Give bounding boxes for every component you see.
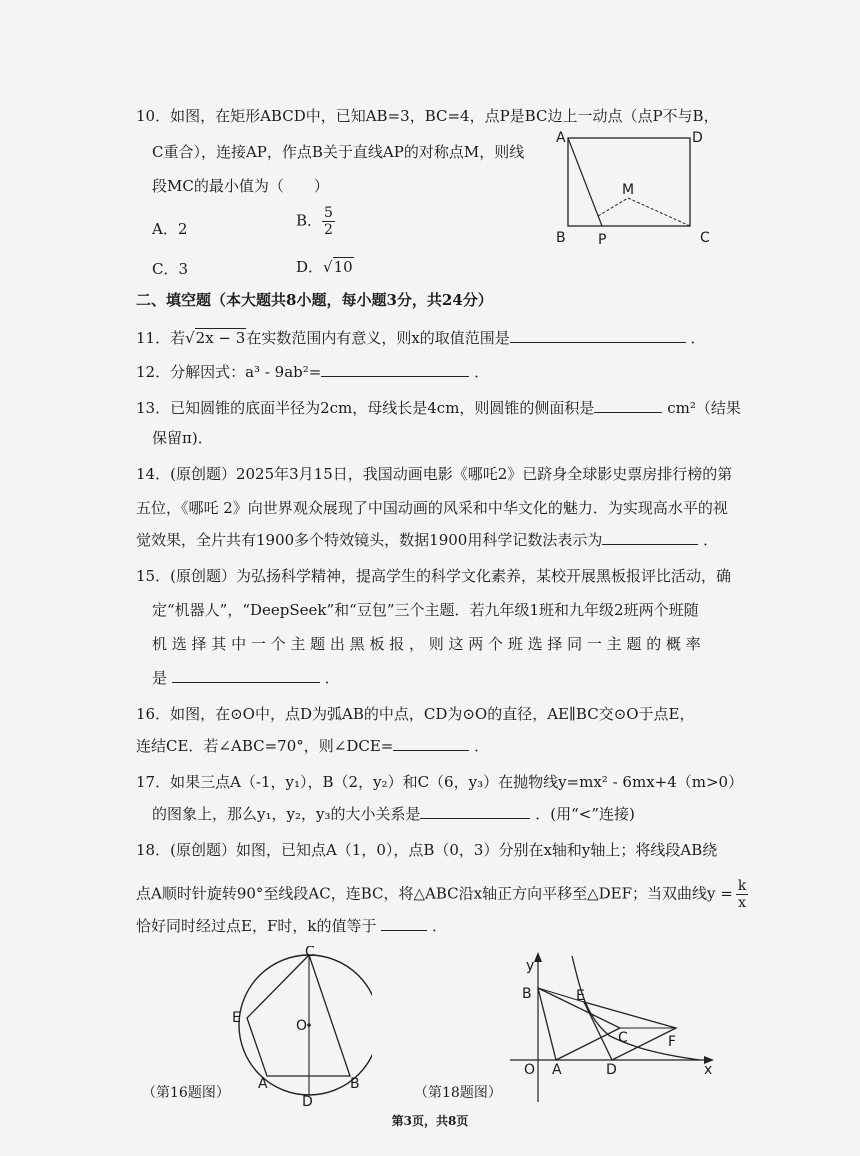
q10-label-d: D (692, 130, 703, 146)
fig16-label-e: E (232, 1010, 241, 1026)
q14-line2: 五位，《哪吒 2》向世界观众展现了中国动画的风采和中华文化的魅力．为实现高水平的视 (136, 499, 728, 517)
segment-mc (628, 198, 690, 226)
q10-option-b-fraction (322, 205, 335, 238)
q13-unit: cm²（结果 (667, 399, 741, 417)
fig18-label-x: x (704, 1062, 713, 1078)
q10-option-a: A．2 (152, 220, 188, 238)
q17-line1: 17．如果三点A（-1，y₁），B（2，y₂）和C（6，y₃）在抛物线y=mx² - 6mx+4（m>0） (136, 773, 744, 791)
q16-text: 连结CE．若∠ABC=70°，则∠DCE= (136, 737, 394, 755)
q18-frac-num: k (737, 878, 747, 894)
fig16-caption: （第16题图） (142, 1085, 230, 1101)
q10-line1: 10．如图，在矩形ABCD中，已知AB=3，BC=4，点P是BC边上一动点（点P不与B， (136, 107, 719, 125)
q10-label-b: B (556, 230, 566, 246)
hyperbola-curve (572, 956, 700, 1060)
fig18-label-c: C (618, 1030, 628, 1046)
q18-fraction (736, 878, 748, 911)
q10-option-b-num: 5 (324, 205, 333, 221)
segment-pm (598, 198, 628, 216)
q11-answer-blank[interactable] (510, 328, 686, 343)
q10-label-a: A (556, 130, 566, 146)
q10-option-d-radicand: 10 (333, 258, 353, 276)
q13-line1 (136, 398, 741, 418)
q14-text: 觉效果，全片共有1900多个特效镜头，数据1900用科学记数法表示为 (136, 531, 603, 549)
q10-label-m: M (622, 182, 635, 198)
q16-line1: 16．如图，在⊙O中，点D为弧AB的中点，CD为⊙O的直径，AE∥BC交⊙O于点E， (136, 705, 695, 723)
q12-text: 12．分解因式：a³ - 9ab²= (136, 363, 322, 381)
q11: 11．若√2x − 3在实数范围内有意义，则x的取值范围是 ． (136, 329, 706, 347)
q14-line1: 14．(原创题）2025年3月15日，我国动画电影《哪吒2》已跻身全球影史票房排行榜的第 (136, 465, 733, 483)
q14-answer-blank[interactable] (602, 530, 698, 545)
y-axis-arrow (534, 952, 542, 962)
fig16-figure (222, 946, 372, 1108)
q10-label-c: C (700, 230, 710, 246)
q17-text: 的图象上，那么y₁，y₂，y₃的大小关系是 (152, 805, 421, 823)
fig18-label-b: B (522, 986, 532, 1002)
q16-answer-blank[interactable] (393, 736, 469, 751)
q10-option-b (296, 205, 335, 238)
q10-figure (550, 128, 720, 248)
section-2-heading: 二、填空题（本大题共8小题，每小题3分，共24分） (136, 291, 493, 309)
q10-option-b-den: 2 (324, 222, 333, 238)
q12: 12．分解因式：a³ - 9ab²= ． (136, 363, 490, 381)
q10-option-c: C．3 (152, 260, 189, 278)
fig18-label-f: F (668, 1034, 677, 1050)
q10-label-p: P (598, 232, 607, 248)
fig18-figure (500, 948, 726, 1108)
fig18-label-y: y (526, 958, 535, 974)
fig18-caption: （第18题图） (414, 1085, 502, 1101)
q15-line4: 是 ． (152, 669, 340, 687)
fig16-label-a: A (258, 1076, 268, 1092)
q13-line2: 保留π)． (152, 429, 213, 447)
q15-line3: 机 选 择 其 中 一 个 主 题 出 黑 板 报 ， 则 这 两 个 班 选 择 同 一 主 题 的 概 率 (152, 635, 701, 653)
q10-option-b-label: B． (296, 211, 323, 230)
q18-frac-den: x (738, 895, 747, 911)
fig16-label-b: B (350, 1076, 360, 1092)
q13-text: 13．已知圆锥的底面半径为2cm，母线长是4cm，则圆锥的侧面积是 (136, 399, 595, 417)
q11-pre: 11．若 (136, 329, 186, 347)
q10-option-d: D．√10 (296, 258, 353, 276)
segment-ap (568, 138, 602, 226)
q15-line1: 15．(原创题）为弘扬科学精神，提高学生的科学文化素养，某校开展黑板报评比活动，确 (136, 567, 731, 585)
fig16-label-d: D (302, 1094, 313, 1108)
q18-text-3: 恰好同时经过点E，F时，k的值等于 (136, 917, 377, 935)
q13-answer-blank[interactable] (594, 398, 662, 413)
fig18-label-o: O (524, 1062, 536, 1078)
center-point (307, 1023, 311, 1027)
q10-line3: 段MC的最小值为（ ） (152, 177, 329, 195)
q16-line2: 连结CE．若∠ABC=70°，则∠DCE= ． (136, 737, 490, 755)
q14-line3: 觉效果，全片共有1900多个特效镜头，数据1900用科学记数法表示为 ． (136, 531, 719, 549)
q17-hint: ．(用“<”连接) (535, 805, 635, 823)
q18-text-2: 点A顺时针旋转90°至线段AC，连BC，将△ABC沿x轴正方向平移至△DEF；当双曲线y = (136, 884, 733, 903)
q15-line2: 定“机器人”，“DeepSeek”和“豆包”三个主题．若九年级1班和九年级2班两个班随 (152, 601, 699, 619)
fig18-label-e: E (576, 988, 585, 1004)
q10-line2: C重合），连接AP，作点B关于直线AP的对称点M，则线 (152, 143, 525, 161)
q15-answer-blank[interactable] (172, 668, 320, 683)
q18-answer-blank[interactable] (381, 916, 427, 931)
triangle-def (584, 1002, 676, 1060)
q10-option-d-label: D． (296, 258, 324, 276)
q17-line2 (152, 804, 635, 824)
q11-radicand: 2x − 3 (195, 329, 246, 347)
page-footer: 第3页，共8页 (391, 1114, 469, 1128)
fig18-label-d: D (606, 1062, 617, 1078)
q12-answer-blank[interactable] (321, 362, 469, 377)
fig16-label-c: C (305, 946, 315, 960)
q17-answer-blank[interactable] (420, 804, 530, 819)
q18-line2 (136, 878, 748, 911)
q18-line3: 恰好同时经过点E，F时，k的值等于 ． (136, 917, 448, 935)
q15-text: 是 (152, 669, 168, 687)
q11-post: 在实数范围内有意义，则x的取值范围是 (246, 329, 510, 347)
fig16-label-o: O (296, 1018, 308, 1034)
fig18-label-a: A (552, 1062, 562, 1078)
q18-line1: 18．(原创题）如图，已知点A（1，0），点B（0，3）分别在x轴和y轴上；将线段AB绕 (136, 841, 718, 859)
